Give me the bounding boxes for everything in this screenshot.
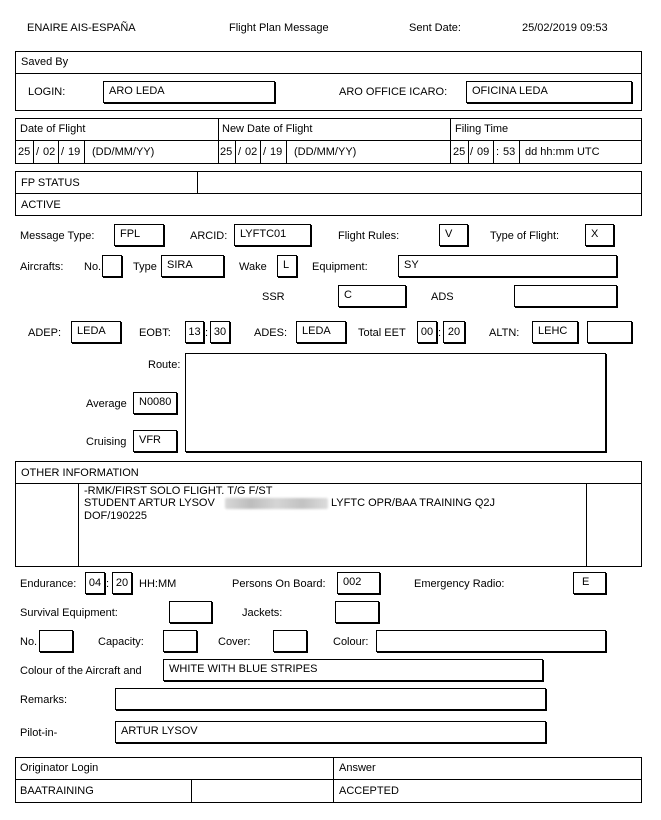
adep-label: ADEP:: [28, 327, 62, 339]
date-format: (DD/MM/YY): [92, 146, 155, 158]
answer-label: Answer: [339, 762, 376, 774]
remarks-field[interactable]: [115, 688, 546, 710]
new-date-day[interactable]: 25: [220, 146, 233, 158]
other-info-line-2a: STUDENT ARTUR LYSOV: [84, 497, 215, 509]
type-of-flight-label: Type of Flight:: [490, 230, 560, 242]
endurance-minute-field[interactable]: 20: [112, 572, 132, 594]
endurance-label: Endurance:: [20, 578, 77, 590]
other-info-header: [15, 461, 642, 484]
new-date-sep: /: [238, 146, 242, 158]
arcid-field[interactable]: LYFTC01: [234, 224, 311, 246]
cover-field[interactable]: [273, 630, 307, 652]
fp-status-row: [15, 193, 642, 216]
flight-rules-label: Flight Rules:: [338, 230, 400, 242]
dinghies-no-label: No.: [20, 636, 38, 648]
aircraft-colour-field[interactable]: WHITE WITH BLUE STRIPES: [163, 659, 543, 681]
ssr-field[interactable]: C: [338, 285, 406, 307]
org-name: ENAIRE AIS-ESPAÑA: [27, 22, 136, 34]
endurance-sep: :: [106, 578, 110, 590]
arcid-label: ARCID:: [190, 230, 228, 242]
emergency-radio-label: Emergency Radio:: [414, 578, 505, 590]
aircraft-type-label: Type: [133, 261, 157, 273]
office-label: ARO OFFICE ICARO:: [339, 86, 448, 98]
jackets-field[interactable]: [335, 601, 379, 623]
footer-sub-divider: [191, 779, 192, 803]
other-info-line-3: DOF/190225: [84, 510, 147, 522]
new-date-year[interactable]: 19: [270, 146, 283, 158]
remarks-label: Remarks:: [20, 694, 68, 706]
saved-by-header: [15, 51, 642, 74]
new-date-format: (DD/MM/YY): [294, 146, 357, 158]
sep: [260, 141, 261, 163]
cruising-label: Cruising: [86, 436, 127, 448]
cruising-field[interactable]: VFR: [133, 430, 177, 452]
date-year[interactable]: 19: [68, 146, 81, 158]
filing-sep: :: [496, 146, 500, 158]
originator-value: BAATRAINING: [20, 785, 94, 797]
eobt-label: EOBT:: [139, 327, 171, 339]
dates-col-divider-1: [218, 118, 219, 164]
other-info-line-1: -RMK/FIRST SOLO FLIGHT. T/G F/ST: [84, 485, 273, 497]
sep: [235, 141, 236, 163]
other-info-col-left: [78, 483, 79, 567]
pob-field[interactable]: 002: [337, 572, 380, 594]
equipment-label: Equipment:: [312, 261, 368, 273]
new-date-month[interactable]: 02: [245, 146, 258, 158]
sep: [493, 141, 494, 163]
date-day[interactable]: 25: [18, 146, 31, 158]
route-label: Route:: [148, 359, 181, 371]
endurance-hour-field[interactable]: 04: [85, 572, 105, 594]
sep: [286, 141, 287, 163]
eet-hour-field[interactable]: 00: [417, 321, 437, 343]
eobt-hour-field[interactable]: 13: [185, 321, 204, 343]
office-field[interactable]: OFICINA LEDA: [466, 81, 632, 103]
aircraft-no-label: No.: [84, 261, 102, 273]
aircraft-no-field[interactable]: [102, 255, 122, 277]
ades-field[interactable]: LEDA: [296, 321, 346, 343]
pilot-field[interactable]: ARTUR LYSOV: [115, 721, 546, 743]
new-date-label: New Date of Flight: [222, 123, 313, 135]
date-of-flight-label: Date of Flight: [20, 123, 86, 135]
sep: [33, 141, 34, 163]
ssr-label: SSR: [262, 291, 285, 303]
eobt-sep: :: [205, 327, 209, 339]
originator-label: Originator Login: [20, 762, 99, 774]
document-title: Flight Plan Message: [229, 22, 329, 34]
survival-field[interactable]: [169, 601, 212, 623]
route-field[interactable]: [185, 353, 606, 452]
aircraft-type-field[interactable]: SIRA: [161, 255, 224, 277]
colour-field[interactable]: [376, 630, 606, 652]
date-month[interactable]: 02: [43, 146, 56, 158]
wake-label: Wake: [239, 261, 267, 273]
message-type-field[interactable]: FPL: [114, 224, 164, 246]
other-info-col-right: [586, 483, 587, 567]
footer-divider: [15, 779, 642, 780]
endurance-format: HH:MM: [139, 578, 177, 590]
login-label: LOGIN:: [28, 86, 66, 98]
flight-rules-field[interactable]: V: [439, 224, 468, 246]
footer-col-divider: [333, 757, 334, 803]
emergency-radio-field[interactable]: E: [573, 572, 606, 594]
date-sep: /: [36, 146, 40, 158]
ads-field[interactable]: [514, 285, 617, 307]
colour-label: Colour:: [333, 636, 369, 648]
filing-format: dd hh:mm UTC: [525, 146, 600, 158]
footer-table: [15, 757, 642, 803]
adep-field[interactable]: LEDA: [71, 321, 121, 343]
total-eet-label: Total EET: [358, 327, 406, 339]
eobt-minute-field[interactable]: 30: [210, 321, 230, 343]
answer-value: ACCEPTED: [339, 785, 399, 797]
sent-date-label: Sent Date:: [409, 22, 461, 34]
pilot-label: Pilot-in-: [20, 727, 58, 739]
filing-minute[interactable]: 53: [503, 146, 516, 158]
new-date-sep: /: [263, 146, 267, 158]
ads-label: ADS: [431, 291, 454, 303]
dates-divider: [15, 140, 642, 141]
ades-label: ADES:: [254, 327, 288, 339]
aircrafts-label: Aircrafts:: [20, 261, 64, 273]
aircraft-colour-label: Colour of the Aircraft and: [20, 665, 142, 677]
altn-field[interactable]: LEHC: [532, 321, 578, 343]
capacity-field[interactable]: [163, 630, 197, 652]
filing-hour[interactable]: 09: [477, 146, 490, 158]
wake-field[interactable]: L: [277, 255, 297, 277]
other-info-label: OTHER INFORMATION: [21, 467, 139, 479]
filing-time-label: Filing Time: [455, 123, 509, 135]
jackets-label: Jackets:: [242, 607, 283, 619]
equipment-field[interactable]: SY: [398, 255, 617, 277]
filing-day[interactable]: 25: [453, 146, 466, 158]
sep: [519, 141, 520, 163]
altn-label: ALTN:: [489, 327, 520, 339]
sep: [468, 141, 469, 163]
status-divider: [197, 171, 198, 194]
altn2-field[interactable]: [587, 321, 632, 343]
filing-sep: /: [470, 146, 474, 158]
redacted-text: [225, 498, 328, 509]
sep: [84, 141, 85, 163]
dates-col-divider-2: [450, 118, 451, 164]
fp-status-label: FP STATUS: [21, 177, 80, 189]
average-field[interactable]: N0080: [133, 392, 177, 414]
average-label: Average: [86, 398, 127, 410]
other-info-line-2b: LYFTC OPR/BAA TRAINING Q2J: [331, 497, 496, 509]
eet-sep: :: [438, 327, 442, 339]
saved-by-label: Saved By: [21, 56, 69, 68]
cover-label: Cover:: [218, 636, 251, 648]
sent-date-value: 25/02/2019 09:53: [522, 22, 608, 34]
capacity-label: Capacity:: [98, 636, 144, 648]
type-of-flight-field[interactable]: X: [585, 224, 614, 246]
date-sep: /: [61, 146, 65, 158]
message-type-label: Message Type:: [20, 230, 95, 242]
login-field[interactable]: ARO LEDA: [103, 81, 275, 103]
sep: [58, 141, 59, 163]
fp-status-header: [15, 171, 642, 194]
survival-label: Survival Equipment:: [20, 607, 118, 619]
fp-status-value: ACTIVE: [21, 199, 61, 211]
dinghies-no-field[interactable]: [39, 630, 73, 652]
eet-minute-field[interactable]: 20: [443, 321, 465, 343]
pob-label: Persons On Board:: [232, 578, 326, 590]
